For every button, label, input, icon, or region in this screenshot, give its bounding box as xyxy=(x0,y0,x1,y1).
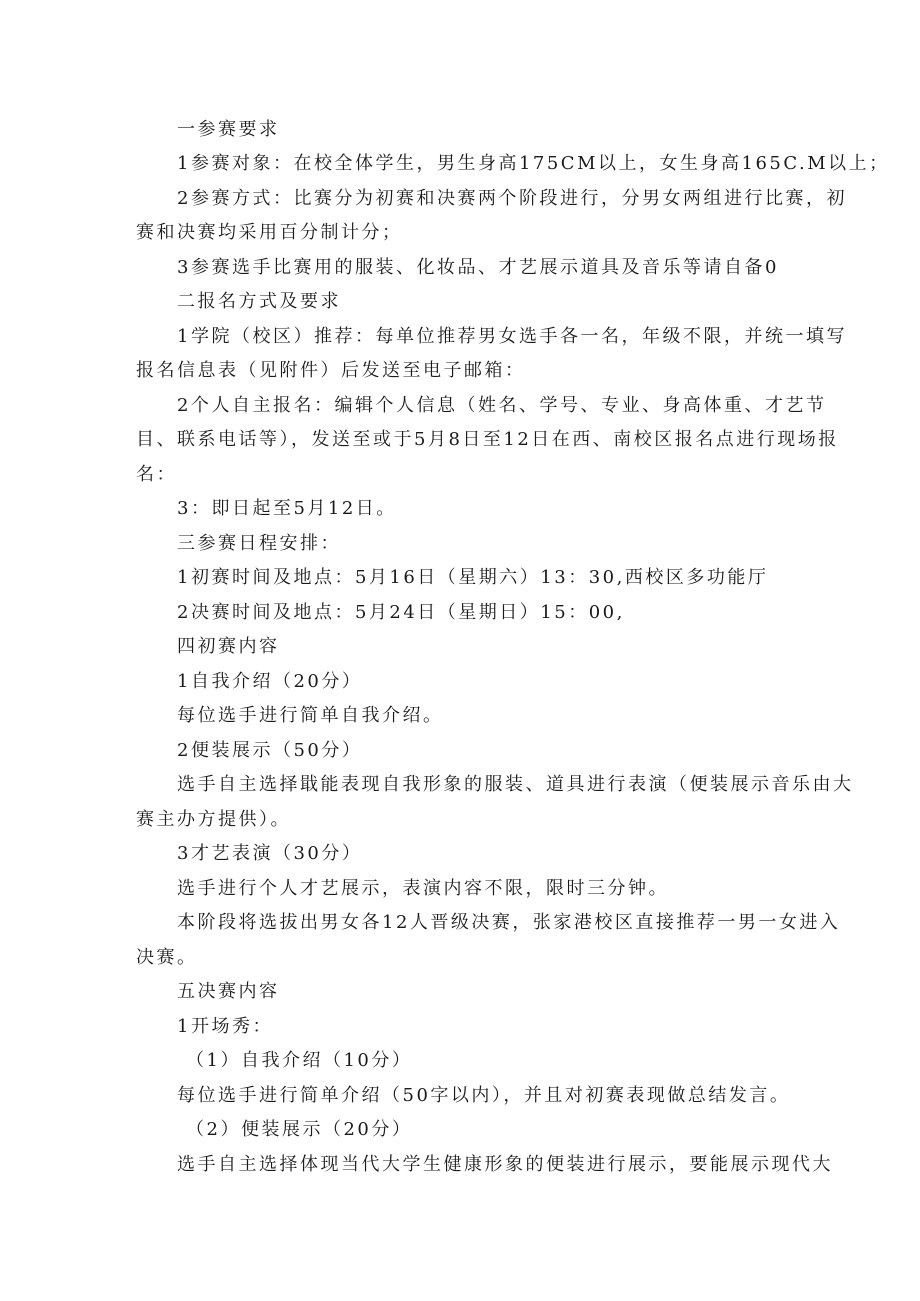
section-heading-1: 一参赛要求 xyxy=(177,119,280,140)
paragraph-line: 报名信息表（见附件）后发送至电子邮箱： xyxy=(136,360,526,381)
paragraph-line: 1参赛对象：在校全体学生，男生身高175CM以上，女生身高165C.M以上； xyxy=(177,153,890,174)
section-heading-5: 五决赛内容 xyxy=(177,981,280,1002)
paragraph-line: 赛主办方提供）。 xyxy=(136,809,291,830)
paragraph-line: 2决赛时间及地点：5月24日（星期日）15：00, xyxy=(177,602,625,623)
paragraph-line: 本阶段将选拔出男女各12人晋级决赛，张家港校区直接推荐一男一女进入 xyxy=(177,912,841,933)
paragraph-line: （2）便装展示（20分） xyxy=(186,1119,413,1140)
paragraph-line: 决赛。 xyxy=(136,947,198,968)
paragraph-line: 2参赛方式：比赛分为初赛和决赛两个阶段进行，分男女两组进行比赛，初 xyxy=(177,188,847,209)
paragraph-line: 选手自主选择戢能表现自我形象的服装、道具进行表演（便装展示音乐由大 xyxy=(177,774,854,795)
section-heading-4: 四初赛内容 xyxy=(177,636,280,657)
paragraph-line: 目、联系电话等），发送至或于5月8日至12日在西、南校区报名点进行现场报 xyxy=(136,429,839,450)
paragraph-line: 1开场秀： xyxy=(177,1016,273,1037)
paragraph-line: （1）自我介绍（10分） xyxy=(186,1050,413,1071)
paragraph-line: 赛和决赛均采用百分制计分； xyxy=(136,222,403,243)
paragraph-line: 1学院（校区）推荐：每单位推荐男女选手各一名，年级不限，并统一填写 xyxy=(177,326,847,347)
paragraph-line: 3才艺表演（30分） xyxy=(177,843,363,864)
paragraph-line: 选手自主选择体现当代大学生健康形象的便装进行展示，要能展示现代大 xyxy=(177,1154,833,1175)
paragraph-line: 3参赛选手比赛用的服装、化妆品、才艺展示道具及音乐等请自备0 xyxy=(177,257,779,278)
paragraph-line: 1初赛时间及地点：5月16日（星期六）13：30,西校区多功能厅 xyxy=(177,567,769,588)
paragraph-line: 2个人自主报名：编辑个人信息（姓名、学号、专业、身高体重、才艺节 xyxy=(177,395,827,416)
paragraph-line: 3：即日起至5月12日。 xyxy=(177,498,397,519)
section-heading-3: 三参赛日程安排： xyxy=(177,533,341,554)
paragraph-line: 每位选手进行简单介绍（50字以内），并且对初赛表现做总结发言。 xyxy=(177,1085,791,1106)
paragraph-line: 1自我介绍（20分） xyxy=(177,671,363,692)
paragraph-line: 2便装展示（50分） xyxy=(177,740,363,761)
paragraph-line: 选手进行个人才艺展示，表演内容不限，限时三分钟。 xyxy=(177,878,669,899)
paragraph-line: 名： xyxy=(136,464,177,485)
section-heading-2: 二报名方式及要求 xyxy=(177,291,341,312)
paragraph-line: 每位选手进行简单自我介绍。 xyxy=(177,705,444,726)
